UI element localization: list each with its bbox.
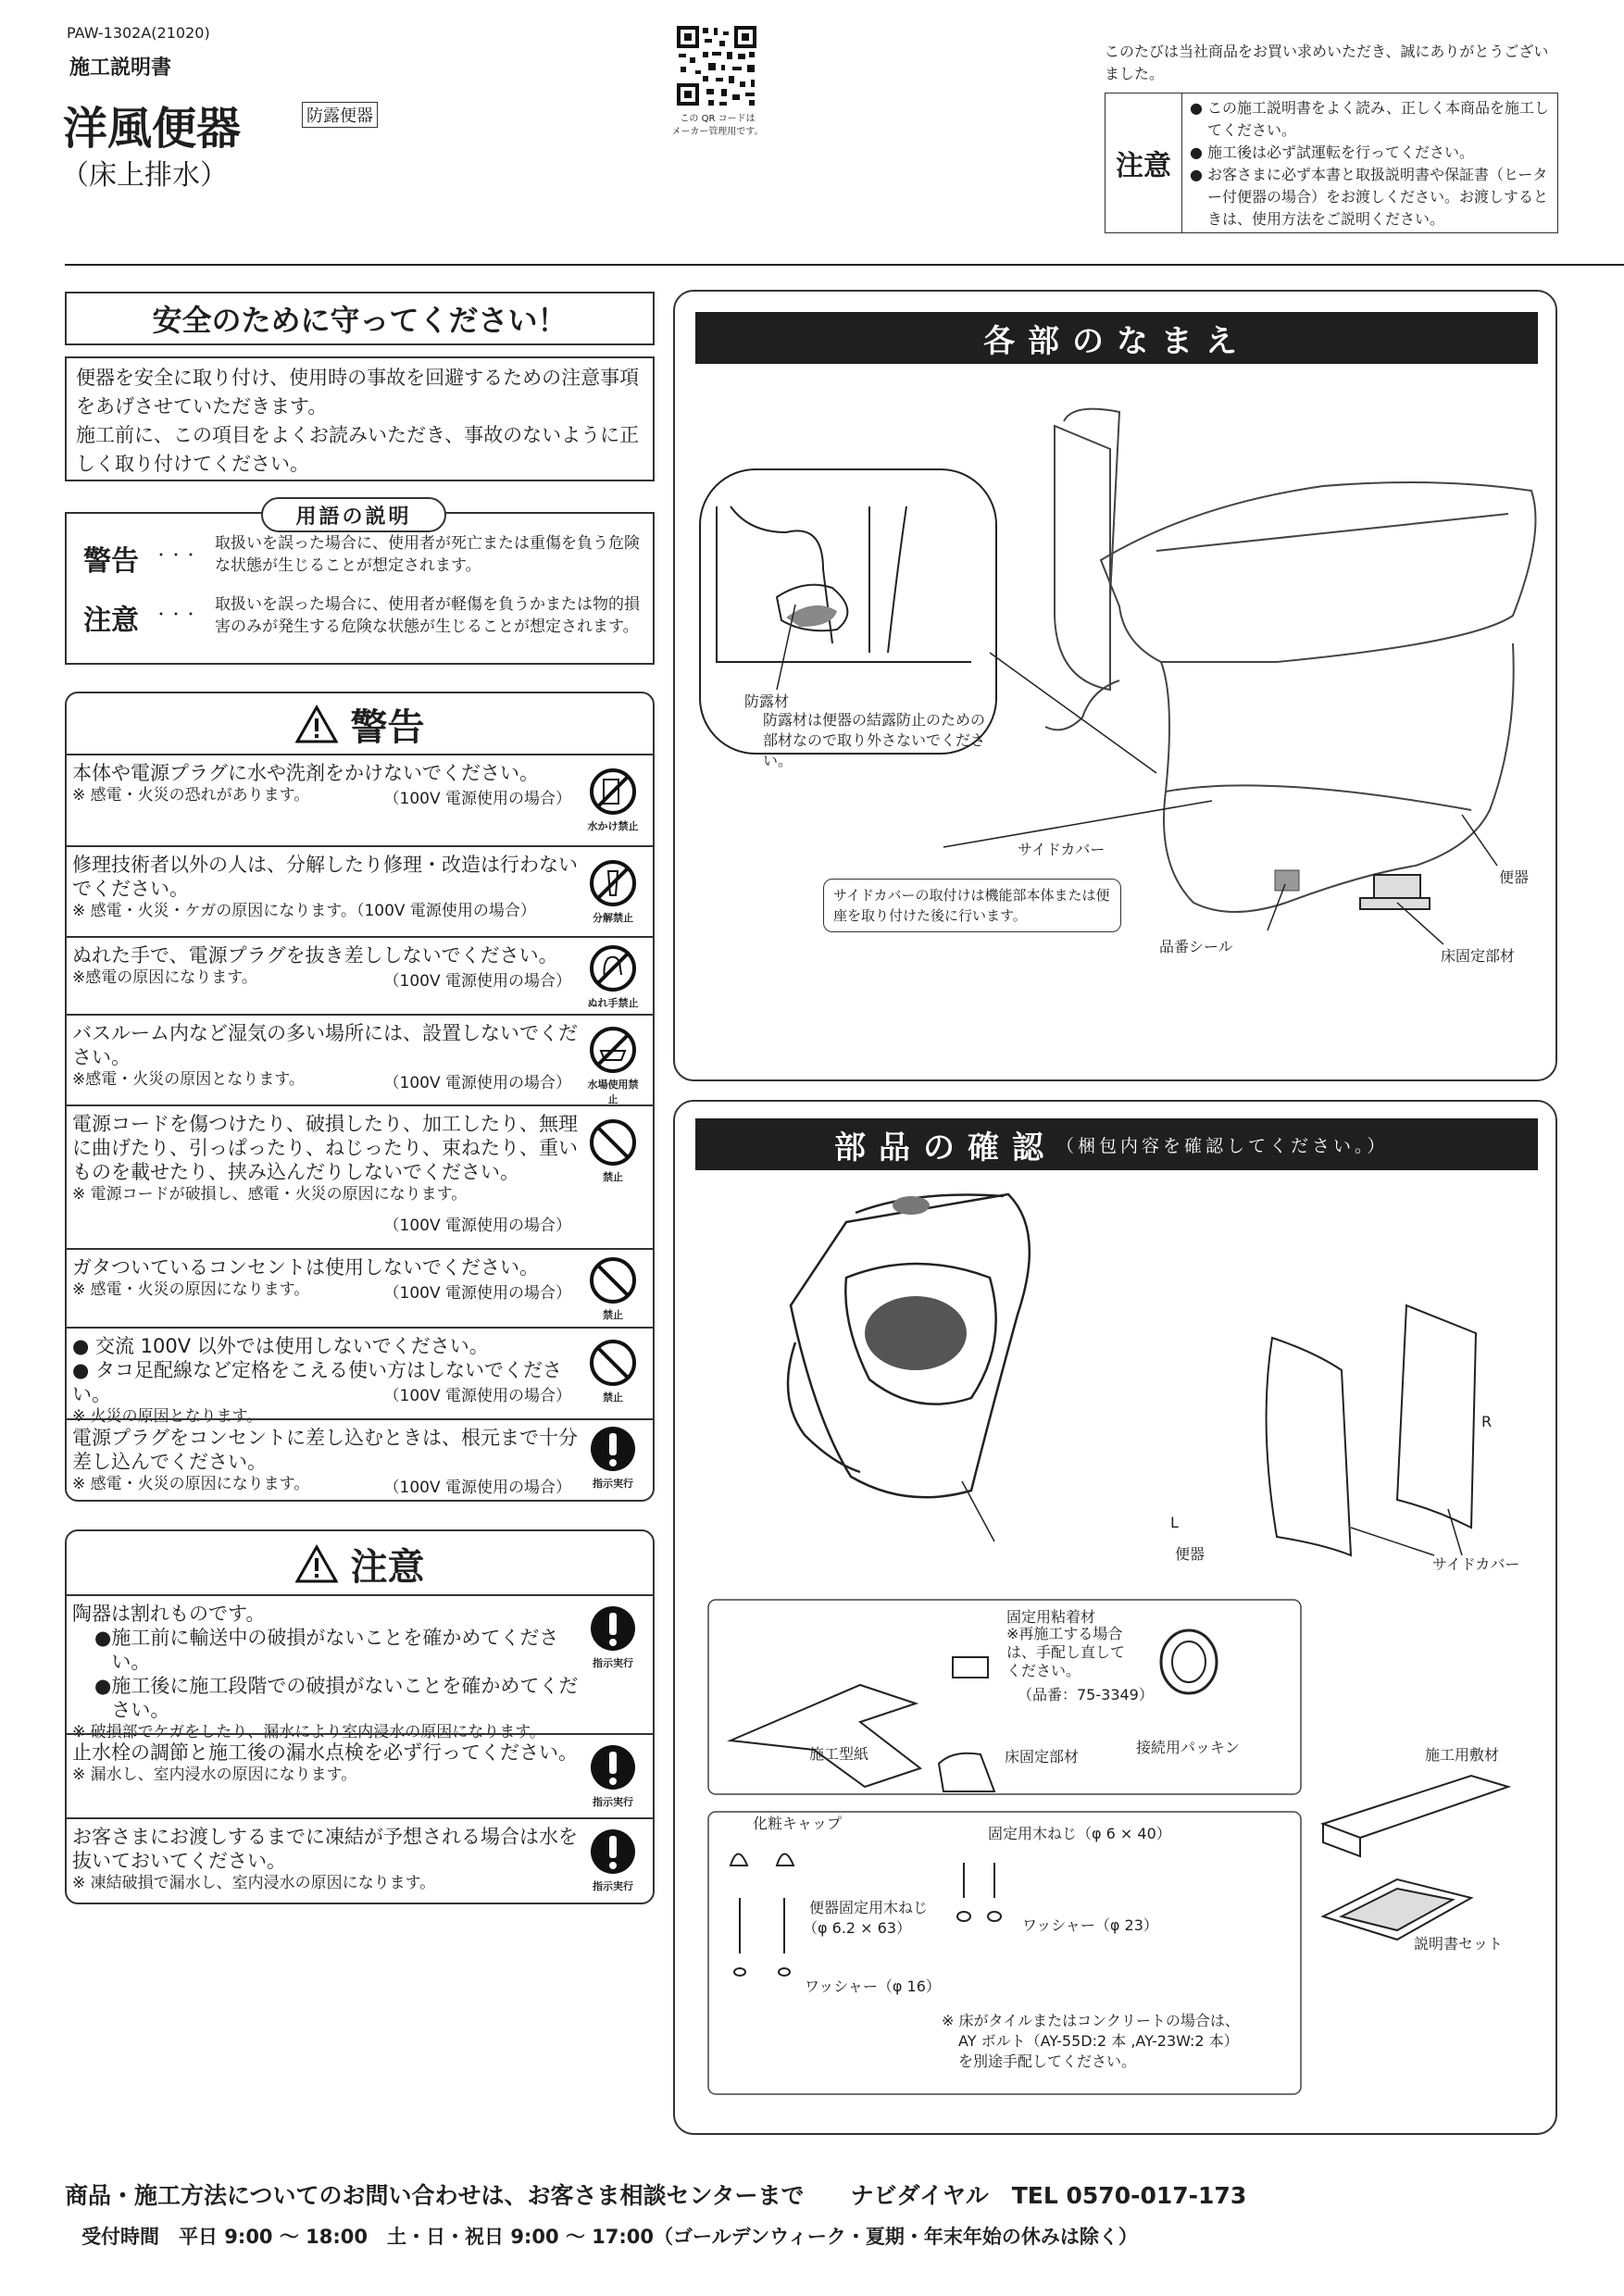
warning-row-source: （100V 電源使用の場合） — [383, 1217, 571, 1235]
caution-row-text: 陶器は割れものです。 — [72, 1603, 266, 1625]
caution-dots: ・・・ — [154, 605, 199, 623]
warning-row-text: ● 交流 100V 以外では使用しないでください。 ● タコ足配線など定格をこえる使い方はしないでください。 — [72, 1335, 562, 1405]
caution-row-note: ※ 漏水し、室内浸水の原因になります。 — [72, 1766, 357, 1784]
header-caution-item: ● 施工後は必ず試運転を行ってください。 — [1190, 144, 1475, 161]
header-caution-label: 注意 — [1106, 94, 1182, 232]
floor-note-1: ※ 床がタイルまたはコンクリートの場合は、 — [942, 2012, 1240, 2029]
caution-word: 注意 — [83, 605, 139, 637]
mandatory-action-icon: 指示実行 — [584, 1742, 642, 1809]
warning-row — [67, 1327, 653, 1426]
warning-row-note: ※ 感電・火災の恐れがあります。 — [72, 786, 310, 805]
floor-note — [942, 2011, 1240, 2072]
boro-label: 防露材 — [744, 693, 790, 710]
product-tag: 防露便器 — [302, 102, 378, 128]
warning-row — [67, 754, 653, 845]
floor-note-2: AY ボルト（AY-55D:2 本 ,AY-23W:2 本） — [958, 2032, 1239, 2050]
warning-row-note: ※ 火災の原因となります。 — [72, 1407, 263, 1426]
washer16-label: ワッシャー（φ 16） — [805, 1978, 941, 1995]
safety-intro-1: 便器を安全に取り付け、使用時の事故を回避するための注意事項をあげさせていただきます。 — [76, 367, 640, 418]
parts-check-panel — [673, 1100, 1557, 2135]
manual-set-label: 説明書セット — [1414, 1935, 1504, 1953]
prohibited-icon: 禁止 — [584, 1117, 642, 1184]
warning-row-note: ※ 感電・火災の原因になります。 — [72, 1280, 310, 1299]
no-wet-hands-icon: ぬれ手禁止 — [584, 943, 642, 1010]
check-side-cover-left: L — [1170, 1514, 1179, 1531]
warning-row-text: ガタついているコンセントは使用しないでください。 — [72, 1256, 539, 1279]
prohibited-icon: 禁止 — [584, 1338, 642, 1404]
warning-desc: 取扱いを誤った場合に、使用者が死亡または重傷を負う危険な状態が生じることが想定されます。 — [215, 534, 640, 575]
check-side-cover-label: サイドカバー — [1432, 1555, 1520, 1573]
floor-note-3: を別途手配してください。 — [958, 2053, 1137, 2070]
wood-screw-label: 固定用木ねじ（φ 6 × 40） — [988, 1825, 1171, 1842]
warning-row — [67, 936, 653, 1014]
safety-title: 安全のために守ってください！ — [65, 292, 655, 345]
caution-section-header — [67, 1539, 653, 1589]
header-caution-item: ● お客さまに必ず本書と取扱説明書や保証書（ヒーター付便器の場合）をお渡しください。お渡しするときは、使用方法をご説明ください。 — [1190, 166, 1549, 228]
caution-row — [67, 1733, 653, 1817]
packing-label: 接続用パッキン — [1136, 1739, 1240, 1756]
caution-triangle-icon — [295, 1544, 338, 1583]
warning-row-source: （100V 電源使用の場合） — [383, 1479, 571, 1497]
safety-intro-2: 施工前に、この項目をよくお読みいただき、事故のないように正しく取り付けてください。 — [76, 424, 640, 475]
warning-row-source: （100V 電源使用の場合） — [383, 790, 571, 808]
mandatory-action-icon: 指示実行 — [584, 1827, 642, 1893]
parts-check-title: 部品の確認 — [834, 1129, 1056, 1167]
safety-intro — [65, 356, 655, 481]
warning-row — [67, 1104, 653, 1248]
caution-desc: 取扱いを誤った場合に、使用者が軽傷を負うかまたは物的損害のみが発生する危険な状態が生じることが想定されます。 — [215, 595, 640, 636]
warning-row-source: （100V 電源使用の場合） — [383, 1387, 571, 1405]
caution-row — [67, 1594, 653, 1741]
doc-type: 施工説明書 — [69, 56, 172, 80]
mandatory-action-icon: 指示実行 — [584, 1603, 642, 1670]
check-floor-fixing-label: 床固定部材 — [1005, 1748, 1080, 1766]
boro-desc: 防露材は便器の結露防止のための部材なので取り外さないでください。 — [763, 711, 986, 769]
adhesive-note: ※再施工する場合は、手配し直してください。 — [1006, 1625, 1126, 1679]
caution-row-note: ※ 破損部でケガをしたり、漏水により室内浸水の原因になります。 — [72, 1723, 545, 1741]
terms-box — [65, 505, 655, 665]
toilet-parts-illustration — [675, 292, 1559, 1083]
check-bowl-label: 便器 — [1175, 1545, 1206, 1563]
page-title: 洋風便器 — [63, 103, 242, 155]
bowl-screw-size: （φ 6.2 × 63） — [803, 1919, 912, 1937]
warning-row-note: ※ 電源コードが破損し、感電・火災の原因になります。 — [72, 1185, 468, 1204]
warning-row-note: ※感電の原因になります。 — [72, 968, 257, 987]
page-subtitle: （床上排水） — [61, 159, 228, 192]
warning-row-source: （100V 電源使用の場合） — [383, 972, 571, 991]
footer-hours: 受付時間 平日 9:00 〜 18:00 土・日・祝日 9:00 〜 17:00（ゴールデンウィーク・夏期・年末年始の休みは除く） — [81, 2226, 1138, 2248]
warning-row — [67, 1418, 653, 1500]
warning-row — [67, 845, 653, 936]
bowl-screw-label: 便器固定用木ねじ — [809, 1899, 929, 1916]
warning-row-source: （100V 電源使用の場合） — [383, 1074, 571, 1092]
header-caution-box — [1105, 93, 1558, 233]
warning-row-note: ※感電・火災の原因となります。 — [72, 1070, 305, 1089]
thanks-text: このたびは当社商品をお買い求めいただき、誠にありがとうございました。 — [1105, 43, 1549, 82]
caution-section-title: 注意 — [350, 1545, 425, 1589]
warning-section-header — [67, 701, 653, 747]
cap-label: 化粧キャップ — [753, 1815, 843, 1832]
terms-title: 用語の説明 — [261, 497, 446, 532]
qr-caption-2: メーカー管理用です。 — [671, 127, 764, 137]
parts-check-subtitle: （梱包内容を確認してください。） — [1056, 1135, 1389, 1156]
side-cover-label: サイドカバー — [1018, 841, 1106, 858]
warning-row-text: 電源プラグをコンセントに差し込むときは、根元まで十分差し込んでください。 — [72, 1427, 578, 1473]
washer23-label: ワッシャー（φ 23） — [1022, 1916, 1158, 1934]
warning-row-text: 修理技術者以外の人は、分解したり修理・改造は行わないでください。 — [72, 854, 578, 900]
caution-row-bullet: ● 施工前に輸送中の破損がないことを確かめてください。 — [94, 1627, 559, 1673]
caution-row-text: お客さまにお渡しするまでに凍結が予想される場合は水を抜いておいてください。 — [72, 1826, 578, 1872]
qr-caption-1: この QR コードは — [680, 114, 756, 124]
side-cover-note: サイドカバーの取付けは機能部本体または便座を取り付けた後に行います。 — [823, 879, 1121, 932]
sheet-label: 施工用敷材 — [1425, 1746, 1500, 1764]
no-disassembly-icon: 分解禁止 — [584, 858, 642, 925]
caution-row-text: 止水栓の調節と施工後の漏水点検を必ず行ってください。 — [72, 1741, 578, 1764]
adhesive-title: 固定用粘着材 — [1006, 1608, 1096, 1626]
warning-section-title: 警告 — [350, 705, 425, 749]
warning-row — [67, 1248, 653, 1327]
header-caution-item: ● この施工説明書をよく読み、正しく本商品を施工してください。 — [1190, 99, 1550, 139]
warning-row-note: ※ 感電・火災の原因になります。 — [72, 1475, 310, 1493]
template-label: 施工型紙 — [809, 1745, 869, 1763]
parts-names-panel — [673, 290, 1557, 1081]
warning-row-text: 本体や電源プラグに水や洗剤をかけないでください。 — [72, 762, 539, 784]
warning-row-text: 電源コードを傷つけたり、破損したり、加工したり、無理に曲げたり、引っぱったり、ねじったり、束ねたり、重いものを載せたり、挟み込んだりしないでください。 — [72, 1113, 578, 1183]
doc-code: PAW-1302A(21020) — [67, 24, 210, 42]
check-side-cover-right: R — [1481, 1413, 1493, 1430]
caution-row — [67, 1817, 653, 1903]
header-divider — [65, 264, 1624, 266]
warning-dots: ・・・ — [154, 546, 199, 564]
mandatory-action-icon: 指示実行 — [584, 1424, 642, 1491]
model-sticker-label: 品番シール — [1159, 938, 1233, 955]
floor-fixing-label: 床固定部材 — [1441, 947, 1516, 965]
warning-word: 警告 — [83, 545, 139, 578]
adhesive-part-number: （品番：75-3349） — [1018, 1686, 1154, 1703]
no-wet-location-icon: 水場使用禁止 — [584, 1025, 642, 1106]
no-water-spray-icon: 水かけ禁止 — [584, 767, 642, 833]
caution-section — [65, 1529, 655, 1904]
warning-triangle-icon — [295, 705, 338, 743]
bowl-label: 便器 — [1499, 868, 1530, 886]
caution-row-note: ※ 凍結破損で漏水し、室内浸水の原因になります。 — [72, 1874, 436, 1892]
footer-contact: 商品・施工方法についてのお問い合わせは、お客さま相談センターまで ナビダイヤル TEL 0570-017-173 — [65, 2182, 1247, 2209]
warning-row-text: ぬれた手で、電源プラグを抜き差ししないでください。 — [72, 944, 558, 967]
qr-code-icon — [675, 24, 758, 107]
warning-row-note: ※ 感電・火災・ケガの原因になります。（100V 電源使用の場合） — [72, 902, 536, 920]
parts-names-title: 各部のなまえ — [695, 312, 1538, 364]
warning-row-text: バスルーム内など湿気の多い場所には、設置しないでください。 — [72, 1022, 578, 1068]
warning-row — [67, 1014, 653, 1104]
caution-row-bullet: ● 施工後に施工段階での破損がないことを確かめてください。 — [94, 1675, 579, 1721]
prohibited-icon: 禁止 — [584, 1255, 642, 1322]
warning-row-source: （100V 電源使用の場合） — [383, 1284, 571, 1303]
warning-section — [65, 692, 655, 1502]
